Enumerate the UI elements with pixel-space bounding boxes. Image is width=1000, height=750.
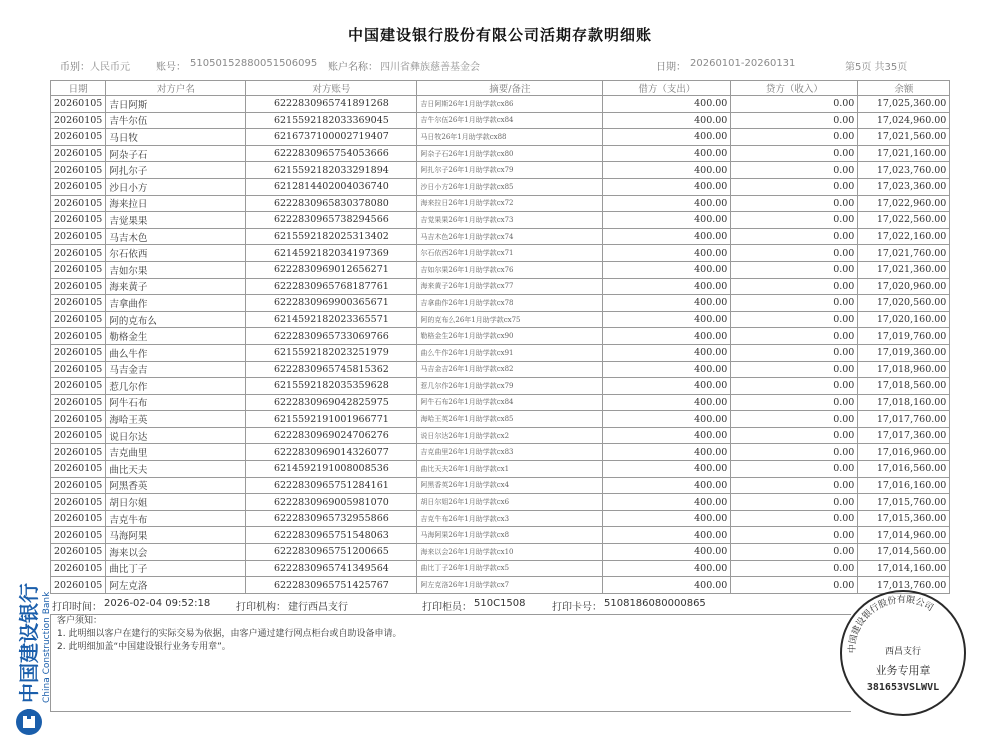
col-header-debit: 借方（支出）: [603, 81, 731, 96]
cell-counterparty-name: 吉如尔果: [106, 261, 246, 278]
account-label: 账号：: [156, 62, 186, 73]
cell-balance: 17,022,160.00: [858, 228, 950, 245]
col-header-credit: 贷方（收入）: [731, 81, 858, 96]
cell-credit: 0.00: [731, 361, 858, 378]
table-row: [51, 145, 950, 162]
cell-debit: 400.00: [603, 477, 731, 494]
cell-memo: 说日尔达26年1月助学款cx2: [417, 427, 603, 444]
cell-date: 20260105: [51, 544, 106, 561]
cell-counterparty-account: 6214592182023365571: [246, 311, 417, 328]
cell-date: 20260105: [51, 178, 106, 195]
cell-balance: 17,015,760.00: [858, 494, 950, 511]
print-counter-label: 打印柜员：: [422, 602, 472, 613]
cell-debit: 400.00: [603, 461, 731, 478]
cell-counterparty-account: 6222830965754053666: [246, 145, 417, 162]
cell-counterparty-account: 6214592182034197369: [246, 245, 417, 262]
customer-notes: [50, 614, 851, 712]
cell-counterparty-name: 吉觉果果: [106, 212, 246, 229]
cell-balance: 17,020,560.00: [858, 295, 950, 312]
cell-credit: 0.00: [731, 444, 858, 461]
cell-counterparty-account: 6222830965751425767: [246, 577, 417, 594]
cell-counterparty-account: 6222830965768187761: [246, 278, 417, 295]
col-header-counterparty-account: 对方账号: [246, 81, 417, 96]
cell-counterparty-account: 6216737100002719407: [246, 129, 417, 146]
cell-memo: 惹几尔作26年1月助学款cx79: [417, 378, 603, 395]
cell-credit: 0.00: [731, 311, 858, 328]
cell-memo: 吉克牛布26年1月助学款cx3: [417, 510, 603, 527]
cell-memo: 阿扎尔子26年1月助学款cx79: [417, 162, 603, 179]
cell-counterparty-name: 说日尔达: [106, 427, 246, 444]
cell-debit: 400.00: [603, 411, 731, 428]
cell-credit: 0.00: [731, 378, 858, 395]
cell-debit: 400.00: [603, 261, 731, 278]
cell-credit: 0.00: [731, 427, 858, 444]
cell-counterparty-account: 6222830965738294566: [246, 212, 417, 229]
cell-debit: 400.00: [603, 178, 731, 195]
cell-counterparty-name: 曲么牛作: [106, 344, 246, 361]
cell-counterparty-name: 吉日阿斯: [106, 96, 246, 113]
cell-counterparty-account: 6222830969024706276: [246, 427, 417, 444]
account-value: 51050152880051506095: [190, 58, 318, 69]
cell-balance: 17,023,760.00: [858, 162, 950, 179]
cell-credit: 0.00: [731, 344, 858, 361]
cell-debit: 400.00: [603, 162, 731, 179]
cell-date: 20260105: [51, 129, 106, 146]
cell-credit: 0.00: [731, 129, 858, 146]
cell-balance: 17,021,760.00: [858, 245, 950, 262]
cell-counterparty-name: 阿黑香英: [106, 477, 246, 494]
cell-memo: 曲比天夫26年1月助学款cx1: [417, 461, 603, 478]
cell-memo: 吉觉果果26年1月助学款cx73: [417, 212, 603, 229]
cell-memo: 阿牛石布26年1月助学款cx84: [417, 394, 603, 411]
cell-counterparty-account: 6222830965745815362: [246, 361, 417, 378]
cell-memo: 阿杂子石26年1月助学款cx80: [417, 145, 603, 162]
cell-counterparty-account: 6222830965830378080: [246, 195, 417, 212]
table-row: [51, 245, 950, 262]
cell-credit: 0.00: [731, 112, 858, 129]
cell-counterparty-name: 阿杂子石: [106, 145, 246, 162]
cell-counterparty-name: 阿扎尔子: [106, 162, 246, 179]
cell-date: 20260105: [51, 228, 106, 245]
cell-date: 20260105: [51, 162, 106, 179]
cell-balance: 17,021,160.00: [858, 145, 950, 162]
cell-date: 20260105: [51, 112, 106, 129]
table-row: [51, 394, 950, 411]
cell-balance: 17,023,360.00: [858, 178, 950, 195]
cell-counterparty-name: 吉克牛布: [106, 510, 246, 527]
cell-counterparty-name: 海来黄子: [106, 278, 246, 295]
bank-logo-name-cn: 中国建设银行: [17, 583, 41, 703]
table-row: [51, 477, 950, 494]
cell-memo: 曲比丁子26年1月助学款cx5: [417, 560, 603, 577]
cell-credit: 0.00: [731, 461, 858, 478]
cell-credit: 0.00: [731, 544, 858, 561]
cell-memo: 勒格金生26年1月助学款cx90: [417, 328, 603, 345]
col-header-balance: 余额: [858, 81, 950, 96]
cell-memo: 海哈王英26年1月助学款cx85: [417, 411, 603, 428]
cell-credit: 0.00: [731, 560, 858, 577]
table-row: [51, 494, 950, 511]
table-row: [51, 178, 950, 195]
cell-memo: 阿黑香英26年1月助学款cx4: [417, 477, 603, 494]
table-row: [51, 96, 950, 113]
table-row: [51, 162, 950, 179]
cell-balance: 17,020,960.00: [858, 278, 950, 295]
cell-balance: 17,024,960.00: [858, 112, 950, 129]
cell-memo: 吉如尔果26年1月助学款cx76: [417, 261, 603, 278]
cell-balance: 17,014,160.00: [858, 560, 950, 577]
table-row: [51, 278, 950, 295]
seal-ring-text: 中国建设银行股份有限公司: [847, 595, 935, 654]
table-row: [51, 212, 950, 229]
cell-counterparty-name: 吉克曲里: [106, 444, 246, 461]
table-row: [51, 411, 950, 428]
table-row: [51, 378, 950, 395]
cell-counterparty-account: 6222830965733069766: [246, 328, 417, 345]
table-row: [51, 344, 950, 361]
cell-debit: 400.00: [603, 427, 731, 444]
cell-counterparty-name: 吉牛尔伍: [106, 112, 246, 129]
cell-credit: 0.00: [731, 577, 858, 594]
cell-debit: 400.00: [603, 361, 731, 378]
cell-memo: 马日牧26年1月助学款cx88: [417, 129, 603, 146]
cell-counterparty-name: 阿牛石布: [106, 394, 246, 411]
cell-memo: 马海阿果26年1月助学款cx8: [417, 527, 603, 544]
cell-debit: 400.00: [603, 228, 731, 245]
cell-counterparty-name: 马吉金吉: [106, 361, 246, 378]
cell-credit: 0.00: [731, 510, 858, 527]
date-label: 日期：: [656, 62, 686, 73]
cell-memo: 阿左克洛26年1月助学款cx7: [417, 577, 603, 594]
cell-balance: 17,016,160.00: [858, 477, 950, 494]
cell-debit: 400.00: [603, 311, 731, 328]
cell-credit: 0.00: [731, 96, 858, 113]
cell-credit: 0.00: [731, 162, 858, 179]
cell-balance: 17,013,760.00: [858, 577, 950, 594]
bank-logo-emblem-icon: [16, 709, 42, 735]
cell-date: 20260105: [51, 295, 106, 312]
seal-branch: 西昌支行: [884, 647, 922, 657]
currency-value: 人民币元: [90, 62, 130, 73]
table-row: [51, 228, 950, 245]
cell-date: 20260105: [51, 477, 106, 494]
cell-counterparty-account: 6215592182023251979: [246, 344, 417, 361]
cell-memo: 吉牛尔伍26年1月助学款cx84: [417, 112, 603, 129]
cell-memo: 吉克曲里26年1月助学款cx83: [417, 444, 603, 461]
cell-date: 20260105: [51, 311, 106, 328]
cell-counterparty-account: 6215592182033291894: [246, 162, 417, 179]
table-row: [51, 361, 950, 378]
cell-counterparty-name: 马吉木色: [106, 228, 246, 245]
cell-date: 20260105: [51, 394, 106, 411]
cell-credit: 0.00: [731, 212, 858, 229]
table-row: [51, 261, 950, 278]
cell-debit: 400.00: [603, 212, 731, 229]
cell-credit: 0.00: [731, 494, 858, 511]
cell-debit: 400.00: [603, 96, 731, 113]
print-org-value: 建行西昌支行: [288, 602, 348, 613]
cell-balance: 17,018,560.00: [858, 378, 950, 395]
cell-memo: 阿的克布么26年1月助学款cx75: [417, 311, 603, 328]
cell-counterparty-account: 6222830965751200665: [246, 544, 417, 561]
cell-date: 20260105: [51, 577, 106, 594]
print-card-value: 5108186080000865: [604, 598, 706, 609]
cell-date: 20260105: [51, 427, 106, 444]
cell-date: 20260105: [51, 195, 106, 212]
cell-counterparty-account: 6222830965741349564: [246, 560, 417, 577]
cell-credit: 0.00: [731, 245, 858, 262]
cell-credit: 0.00: [731, 527, 858, 544]
cell-memo: 尔石依西26年1月助学款cx71: [417, 245, 603, 262]
cell-credit: 0.00: [731, 178, 858, 195]
cell-counterparty-account: 6222830969005981070: [246, 494, 417, 511]
seal-purpose: 业务专用章: [875, 664, 931, 677]
cell-date: 20260105: [51, 212, 106, 229]
cell-memo: 海来拉日26年1月助学款cx72: [417, 195, 603, 212]
cell-debit: 400.00: [603, 577, 731, 594]
cell-debit: 400.00: [603, 394, 731, 411]
table-row: [51, 544, 950, 561]
cell-date: 20260105: [51, 278, 106, 295]
cell-date: 20260105: [51, 560, 106, 577]
cell-credit: 0.00: [731, 295, 858, 312]
cell-debit: 400.00: [603, 278, 731, 295]
cell-date: 20260105: [51, 344, 106, 361]
seal-code: 381653VSLWVL: [866, 682, 940, 693]
print-card-label: 打印卡号：: [552, 602, 602, 613]
page-info: 第5页 共35页: [845, 62, 908, 73]
notes-item-1: 1. 此明细以客户在建行的实际交易为依据，由客户通过建行网点柜台或自助设备申请。: [57, 629, 402, 639]
print-counter-value: 510C1508: [474, 598, 526, 609]
cell-counterparty-account: 6215592182035359628: [246, 378, 417, 395]
table-row: [51, 311, 950, 328]
cell-counterparty-name: 胡日尔姐: [106, 494, 246, 511]
cell-balance: 17,019,760.00: [858, 328, 950, 345]
table-row: [51, 560, 950, 577]
notes-heading: 客户须知：: [57, 616, 103, 626]
cell-date: 20260105: [51, 361, 106, 378]
cell-debit: 400.00: [603, 328, 731, 345]
transaction-table: [50, 80, 950, 594]
table-row: [51, 510, 950, 527]
cell-balance: 17,017,760.00: [858, 411, 950, 428]
table-row: [51, 328, 950, 345]
cell-date: 20260105: [51, 96, 106, 113]
cell-date: 20260105: [51, 411, 106, 428]
cell-credit: 0.00: [731, 477, 858, 494]
cell-date: 20260105: [51, 245, 106, 262]
account-name-label: 账户名称：: [328, 62, 378, 73]
cell-counterparty-name: 吉拿曲作: [106, 295, 246, 312]
cell-debit: 400.00: [603, 295, 731, 312]
cell-counterparty-name: 尔石依西: [106, 245, 246, 262]
cell-balance: 17,020,160.00: [858, 311, 950, 328]
cell-debit: 400.00: [603, 510, 731, 527]
cell-date: 20260105: [51, 461, 106, 478]
cell-debit: 400.00: [603, 112, 731, 129]
cell-memo: 吉日阿斯26年1月助学款cx86: [417, 96, 603, 113]
cell-debit: 400.00: [603, 444, 731, 461]
cell-counterparty-account: 6215592182025313402: [246, 228, 417, 245]
cell-debit: 400.00: [603, 378, 731, 395]
date-range-value: 20260101-20260131: [690, 58, 796, 69]
cell-counterparty-account: 6222830969900365671: [246, 295, 417, 312]
cell-credit: 0.00: [731, 145, 858, 162]
table-header-row: [51, 81, 950, 96]
cell-counterparty-name: 海哈王英: [106, 411, 246, 428]
cell-credit: 0.00: [731, 411, 858, 428]
cell-counterparty-name: 勒格金生: [106, 328, 246, 345]
table-row: [51, 444, 950, 461]
cell-debit: 400.00: [603, 344, 731, 361]
cell-credit: 0.00: [731, 328, 858, 345]
cell-balance: 17,022,960.00: [858, 195, 950, 212]
cell-counterparty-name: 曲比丁子: [106, 560, 246, 577]
cell-counterparty-name: 沙日小方: [106, 178, 246, 195]
cell-debit: 400.00: [603, 245, 731, 262]
cell-memo: 海来以会26年1月助学款cx10: [417, 544, 603, 561]
table-row: [51, 427, 950, 444]
cell-credit: 0.00: [731, 278, 858, 295]
cell-balance: 17,019,360.00: [858, 344, 950, 361]
col-header-counterparty-name: 对方户名: [106, 81, 246, 96]
cell-counterparty-account: 6222830965732955866: [246, 510, 417, 527]
cell-balance: 17,022,560.00: [858, 212, 950, 229]
cell-balance: 17,018,160.00: [858, 394, 950, 411]
cell-counterparty-account: 6214592191008008536: [246, 461, 417, 478]
cell-balance: 17,021,560.00: [858, 129, 950, 146]
cell-counterparty-name: 阿左克洛: [106, 577, 246, 594]
cell-debit: 400.00: [603, 527, 731, 544]
cell-date: 20260105: [51, 494, 106, 511]
cell-date: 20260105: [51, 378, 106, 395]
cell-counterparty-name: 曲比天夫: [106, 461, 246, 478]
cell-memo: 曲么牛作26年1月助学款cx91: [417, 344, 603, 361]
cell-date: 20260105: [51, 527, 106, 544]
official-seal: [838, 588, 968, 718]
cell-counterparty-name: 海来拉日: [106, 195, 246, 212]
cell-credit: 0.00: [731, 195, 858, 212]
print-time-value: 2026-02-04 09:52:18: [104, 598, 211, 609]
cell-counterparty-name: 海来以会: [106, 544, 246, 561]
table-row: [51, 461, 950, 478]
cell-date: 20260105: [51, 328, 106, 345]
cell-debit: 400.00: [603, 195, 731, 212]
notes-item-2: 2. 此明细加盖“中国建设银行业务专用章”。: [57, 642, 231, 652]
print-time-label: 打印时间：: [52, 602, 102, 613]
cell-credit: 0.00: [731, 394, 858, 411]
currency-label: 币别：: [60, 62, 90, 73]
table-row: [51, 577, 950, 594]
cell-balance: 17,014,560.00: [858, 544, 950, 561]
bank-logo: [4, 525, 54, 740]
cell-memo: 海来黄子26年1月助学款cx77: [417, 278, 603, 295]
cell-counterparty-name: 马海阿果: [106, 527, 246, 544]
cell-counterparty-account: 6215592191001966771: [246, 411, 417, 428]
cell-date: 20260105: [51, 261, 106, 278]
cell-counterparty-name: 惹几尔作: [106, 378, 246, 395]
col-header-date: 日期: [51, 81, 106, 96]
cell-date: 20260105: [51, 444, 106, 461]
cell-memo: 吉拿曲作26年1月助学款cx78: [417, 295, 603, 312]
cell-balance: 17,025,360.00: [858, 96, 950, 113]
cell-memo: 马吉金吉26年1月助学款cx82: [417, 361, 603, 378]
bank-logo-name-en: China Construction Bank: [42, 591, 52, 703]
cell-debit: 400.00: [603, 145, 731, 162]
cell-balance: 17,016,560.00: [858, 461, 950, 478]
cell-counterparty-account: 6222830969014326077: [246, 444, 417, 461]
cell-debit: 400.00: [603, 494, 731, 511]
cell-debit: 400.00: [603, 560, 731, 577]
table-row: [51, 295, 950, 312]
cell-debit: 400.00: [603, 129, 731, 146]
cell-date: 20260105: [51, 510, 106, 527]
cell-balance: 17,018,960.00: [858, 361, 950, 378]
cell-counterparty-account: 6222830969042825975: [246, 394, 417, 411]
cell-balance: 17,017,360.00: [858, 427, 950, 444]
cell-credit: 0.00: [731, 228, 858, 245]
cell-balance: 17,015,360.00: [858, 510, 950, 527]
col-header-memo: 摘要/备注: [417, 81, 603, 96]
table-row: [51, 112, 950, 129]
table-row: [51, 129, 950, 146]
table-row: [51, 195, 950, 212]
cell-balance: 17,014,960.00: [858, 527, 950, 544]
cell-credit: 0.00: [731, 261, 858, 278]
cell-counterparty-account: 6222830965751284161: [246, 477, 417, 494]
print-org-label: 打印机构：: [236, 602, 286, 613]
cell-memo: 马吉木色26年1月助学款cx74: [417, 228, 603, 245]
cell-counterparty-name: 阿的克布么: [106, 311, 246, 328]
account-name-value: 四川省彝族慈善基金会: [380, 62, 480, 73]
cell-counterparty-account: 6222830965741891268: [246, 96, 417, 113]
table-row: [51, 527, 950, 544]
document-title: 中国建设银行股份有限公司活期存款明细账: [347, 26, 652, 44]
cell-memo: 胡日尔姐26年1月助学款cx6: [417, 494, 603, 511]
cell-counterparty-account: 6215592182033369045: [246, 112, 417, 129]
cell-counterparty-name: 马日牧: [106, 129, 246, 146]
cell-counterparty-account: 6212814402004036740: [246, 178, 417, 195]
cell-date: 20260105: [51, 145, 106, 162]
cell-balance: 17,016,960.00: [858, 444, 950, 461]
cell-counterparty-account: 6222830969012656271: [246, 261, 417, 278]
cell-debit: 400.00: [603, 544, 731, 561]
cell-counterparty-account: 6222830965751548063: [246, 527, 417, 544]
cell-balance: 17,021,360.00: [858, 261, 950, 278]
statement-meta: [60, 58, 930, 72]
cell-memo: 沙日小方26年1月助学款cx85: [417, 178, 603, 195]
